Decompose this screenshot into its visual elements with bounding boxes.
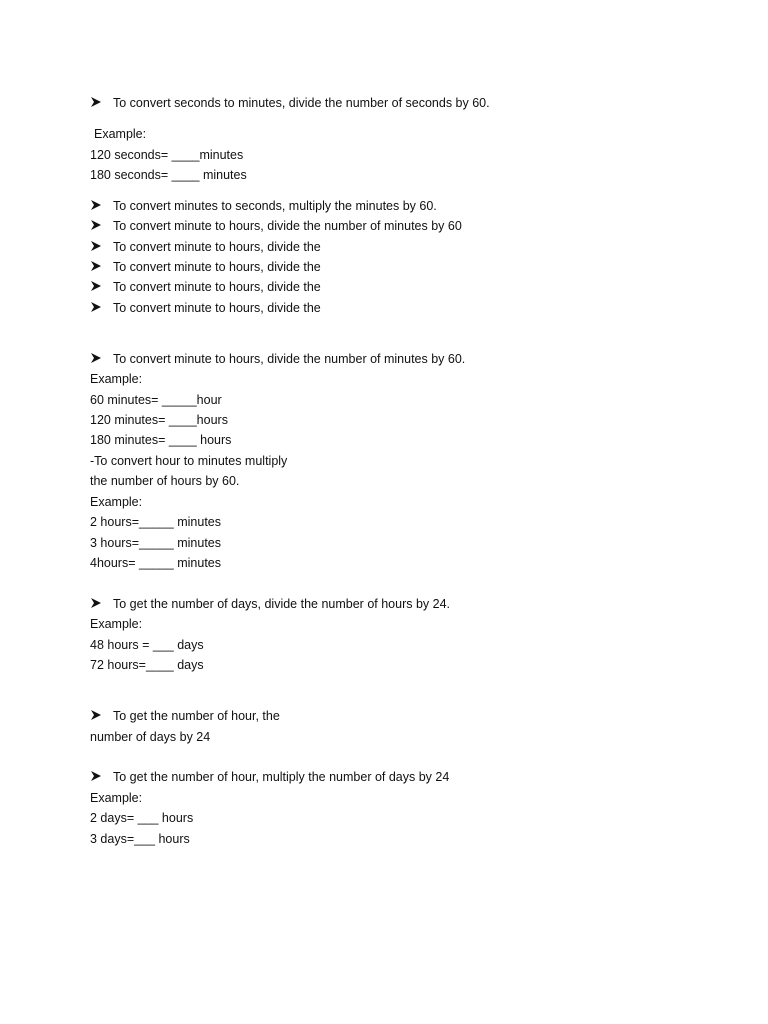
bullet-minute-to-hours-partial: To convert minute to hours, divide the: [113, 260, 321, 274]
example-line: 48 hours = ___ days: [90, 638, 204, 652]
example-line: 180 seconds= ____ minutes: [90, 168, 247, 182]
example-line: 4hours= _____ minutes: [90, 556, 221, 570]
arrowhead-bullet-icon: [90, 95, 104, 111]
arrowhead-bullet-icon: [90, 708, 104, 724]
arrowhead-bullet-icon: [90, 596, 104, 612]
arrowhead-bullet-icon: [90, 300, 104, 316]
example-line: 2 hours=_____ minutes: [90, 515, 221, 529]
arrowhead-bullet-icon: [90, 279, 104, 295]
instruction-line: -To convert hour to minutes multiply: [90, 454, 288, 468]
instruction-line: number of days by 24: [90, 730, 211, 744]
bullet-minute-to-hours: To convert minute to hours, divide the number of minutes by 60: [113, 219, 462, 233]
bullet-minute-to-hours-partial: To convert minute to hours, divide the: [113, 280, 321, 294]
arrowhead-bullet-icon: [90, 259, 104, 275]
example-label: Example:: [90, 495, 143, 509]
example-line: 72 hours=____ days: [90, 658, 204, 672]
bullet-minute-to-hours-partial: To convert minute to hours, divide the: [113, 301, 321, 315]
instruction-line: the number of hours by 60.: [90, 474, 240, 488]
bullet-minute-to-hours-partial: To convert minute to hours, divide the: [113, 240, 321, 254]
bullet-minute-to-hours-full: To convert minute to hours, divide the number of minutes by 60.: [113, 352, 466, 366]
example-line: 2 days= ___ hours: [90, 811, 194, 825]
bullet-minutes-to-seconds: To convert minutes to seconds, multiply the minutes by 60.: [113, 199, 437, 213]
bullet-days-to-hours: To get the number of hour, multiply the number of days by 24: [113, 770, 450, 784]
example-line: 3 hours=_____ minutes: [90, 536, 221, 550]
bullet-hours-to-days: To get the number of days, divide the number of hours by 24.: [113, 597, 451, 611]
bullet-days-to-hours-partial: To get the number of hour, the: [113, 709, 280, 723]
arrowhead-bullet-icon: [90, 198, 104, 214]
example-label: Example:: [90, 617, 143, 631]
example-label: Example:: [90, 791, 143, 805]
example-line: 120 seconds= ____minutes: [90, 148, 244, 162]
example-line: 3 days=___ hours: [90, 832, 190, 846]
arrowhead-bullet-icon: [90, 239, 104, 255]
example-label: Example:: [90, 372, 143, 386]
arrowhead-bullet-icon: [90, 218, 104, 234]
arrowhead-bullet-icon: [90, 351, 104, 367]
arrowhead-bullet-icon: [90, 769, 104, 785]
example-line: 60 minutes= _____hour: [90, 393, 222, 407]
example-label: Example:: [94, 127, 147, 141]
bullet-seconds-to-minutes: To convert seconds to minutes, divide the number of seconds by 60.: [113, 96, 490, 110]
example-line: 120 minutes= ____hours: [90, 413, 228, 427]
example-line: 180 minutes= ____ hours: [90, 433, 232, 447]
